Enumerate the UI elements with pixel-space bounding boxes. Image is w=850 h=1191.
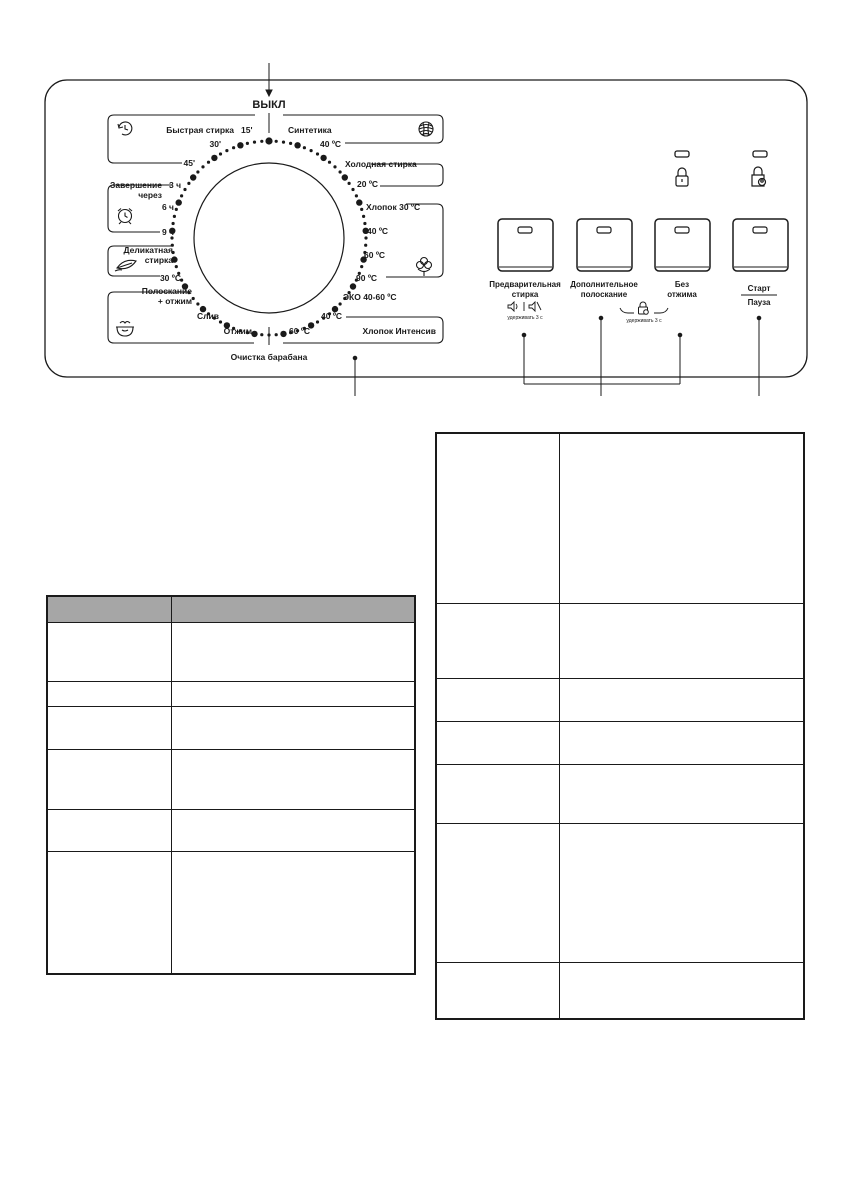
table-cell <box>436 721 559 764</box>
no-spin-label-2: отжима <box>667 290 697 299</box>
table-cell <box>559 603 804 678</box>
table-row <box>47 682 415 707</box>
dial-minor-dot <box>275 333 278 336</box>
dial-minor-dot <box>364 236 367 239</box>
dial-minor-dot <box>219 320 222 323</box>
label-quick-wash: Быстрая стирка <box>166 125 234 135</box>
label-quick-45: 45' <box>183 158 195 168</box>
label-intensive: Хлопок Интенсив <box>362 326 436 336</box>
dial-minor-dot <box>351 188 354 191</box>
prewash-label-1: Предварительная <box>489 280 561 289</box>
dial-minor-dot <box>363 222 366 225</box>
table-cell <box>436 433 559 603</box>
dial-program-dot <box>265 137 272 144</box>
basin-icon <box>116 322 134 337</box>
table-cell <box>559 764 804 823</box>
dial-minor-dot <box>303 146 306 149</box>
no-spin-label-1: Без <box>674 280 690 289</box>
dial-program-dot <box>294 142 300 148</box>
label-delay-finish: Завершение <box>110 180 162 190</box>
table-row <box>436 603 804 678</box>
dial-minor-dot <box>360 265 363 268</box>
no-spin-button[interactable] <box>655 219 710 271</box>
dial-minor-dot <box>207 161 210 164</box>
dial-minor-dot <box>173 215 176 218</box>
label-cold-wash: Холодная стирка <box>345 159 417 169</box>
dial-minor-dot <box>316 320 319 323</box>
control-panel-diagram <box>0 0 850 400</box>
table-cell <box>436 962 559 1019</box>
dial-minor-dot <box>201 165 204 168</box>
dial-program-dot <box>320 155 326 161</box>
dial-minor-dot <box>260 140 263 143</box>
table-cell <box>47 750 171 810</box>
dial-program-dot <box>350 283 356 289</box>
dial-minor-dot <box>225 149 228 152</box>
table-cell <box>436 678 559 721</box>
table-row <box>47 707 415 750</box>
table-cell <box>436 764 559 823</box>
dial-minor-dot <box>183 188 186 191</box>
label-cold-20: 20 ºС <box>357 179 379 189</box>
table-row <box>436 721 804 764</box>
table-cell <box>171 810 415 852</box>
table-row <box>436 962 804 1019</box>
prewash-button[interactable] <box>498 219 553 271</box>
off-label: ВЫКЛ <box>252 99 286 111</box>
dial-minor-dot <box>180 194 183 197</box>
dial-minor-dot <box>246 142 249 145</box>
dial-program-dot <box>280 331 286 337</box>
dial-minor-dot <box>172 222 175 225</box>
extra-rinse-label-2: полоскание <box>580 290 628 299</box>
table-row <box>47 623 415 682</box>
dial-position-marks <box>169 137 369 337</box>
dial-program-dot <box>211 155 217 161</box>
label-drum-clean: Очистка барабана <box>230 352 308 362</box>
table-cell <box>47 707 171 750</box>
table-cell <box>559 433 804 603</box>
dial-minor-dot <box>339 302 342 305</box>
table-row <box>47 750 415 810</box>
label-delicate-30: 30 ºС <box>159 273 181 283</box>
extra-rinse-label-1: Дополнительное <box>570 280 638 289</box>
table-row <box>436 678 804 721</box>
lock-hold-label: удерживать 3 с <box>626 318 662 324</box>
table-cell <box>436 823 559 962</box>
dial-minor-dot <box>175 208 178 211</box>
label-quick-30: 30' <box>209 139 221 149</box>
dial-minor-dot <box>362 215 365 218</box>
label-quick-15: 15' <box>241 125 253 135</box>
dial-program-dot <box>190 174 196 180</box>
table-cell <box>171 750 415 810</box>
dial-minor-dot <box>328 161 331 164</box>
label-delay-through: через <box>138 190 162 200</box>
label-delicate-2: стирка <box>144 255 173 265</box>
label-cotton-60: 60 ºС <box>364 250 386 260</box>
dial-program-dot <box>356 199 362 205</box>
start-pause-button[interactable] <box>733 219 788 271</box>
table-cell <box>559 962 804 1019</box>
child-lock-icon <box>752 167 766 186</box>
dial-minor-dot <box>282 141 285 144</box>
dial-program-dot <box>176 199 182 205</box>
table-row <box>47 810 415 852</box>
dial-minor-dot <box>260 333 263 336</box>
table-cell <box>559 721 804 764</box>
table-header-row <box>47 596 415 623</box>
cycle-clock-icon <box>118 122 132 135</box>
table-cell <box>559 678 804 721</box>
table-cell <box>171 682 415 707</box>
dial-minor-dot <box>364 244 367 247</box>
label-delay-6h: 6 ч <box>161 202 174 212</box>
label-intensive-60: 60 ºС <box>289 326 311 336</box>
label-intensive-40: 40 ºС <box>321 311 343 321</box>
label-cotton-40: 40 ºС <box>367 226 389 236</box>
label-delay-9h: 9 ч <box>161 227 174 237</box>
alarm-clock-icon <box>118 209 132 225</box>
leaf-icon <box>115 260 136 271</box>
padlock-icon <box>676 168 688 186</box>
dial-minor-dot <box>360 208 363 211</box>
label-rinse-2: + отжим <box>157 296 192 306</box>
cotton-flower-icon <box>417 258 432 277</box>
table-cell <box>436 603 559 678</box>
program-brackets <box>108 115 443 343</box>
dial-minor-dot <box>339 170 342 173</box>
label-cotton-30: Хлопок 30 ºС <box>366 202 421 212</box>
label-cotton-90: 90 ºС <box>356 273 378 283</box>
dial-minor-dot <box>333 165 336 168</box>
table-cell <box>47 852 171 974</box>
speaker-icon <box>508 302 541 311</box>
yarn-ball-icon <box>419 122 433 136</box>
dial-program-dot <box>251 331 257 337</box>
dial-minor-dot <box>196 170 199 173</box>
table-row <box>47 852 415 974</box>
door-lock-led <box>675 151 689 157</box>
dial-minor-dot <box>253 141 256 144</box>
pause-label: Пауза <box>747 298 771 307</box>
dial-minor-dot <box>196 302 199 305</box>
program-dial[interactable] <box>194 163 344 313</box>
header-cell <box>47 596 171 623</box>
child-lock-led <box>753 151 767 157</box>
label-drain: Слив <box>197 311 219 321</box>
table-cell <box>47 623 171 682</box>
table-cell <box>171 623 415 682</box>
table-cell <box>47 810 171 852</box>
label-eco: ЭКО 40-60 ºС <box>343 292 397 302</box>
label-rinse-1: Полоскание <box>141 286 192 296</box>
table-cell <box>47 682 171 707</box>
sound-hold-label: удерживать 3 с <box>507 315 543 321</box>
table-row <box>436 433 804 603</box>
dial-program-dot <box>237 142 243 148</box>
dial-program-dot <box>342 174 348 180</box>
label-delay-3h: 3 ч <box>169 180 182 190</box>
dial-minor-dot <box>310 149 313 152</box>
child-lock-small-icon <box>639 302 649 314</box>
label-synthetics: Синтетика <box>288 125 332 135</box>
dial-minor-dot <box>232 146 235 149</box>
left-info-table <box>46 595 416 975</box>
label-spin: Отжим <box>223 326 252 336</box>
prewash-label-2: стирка <box>511 290 539 299</box>
dial-minor-dot <box>192 297 195 300</box>
dial-minor-dot <box>219 152 222 155</box>
label-synthetics-40: 40 ºС <box>320 139 342 149</box>
table-row <box>436 823 804 962</box>
header-cell <box>171 596 415 623</box>
table-cell <box>559 823 804 962</box>
label-delicate-1: Деликатная <box>123 245 173 255</box>
dial-minor-dot <box>355 194 358 197</box>
table-cell <box>171 852 415 974</box>
right-info-table <box>435 432 805 1020</box>
extra-rinse-button[interactable] <box>577 219 632 271</box>
table-row <box>436 764 804 823</box>
dial-minor-dot <box>289 142 292 145</box>
dial-minor-dot <box>275 140 278 143</box>
dial-minor-dot <box>187 182 190 185</box>
dial-minor-dot <box>348 182 351 185</box>
start-label: Старт <box>747 284 771 293</box>
dial-minor-dot <box>175 265 178 268</box>
dial-minor-dot <box>267 333 270 336</box>
dial-minor-dot <box>316 152 319 155</box>
table-cell <box>171 707 415 750</box>
